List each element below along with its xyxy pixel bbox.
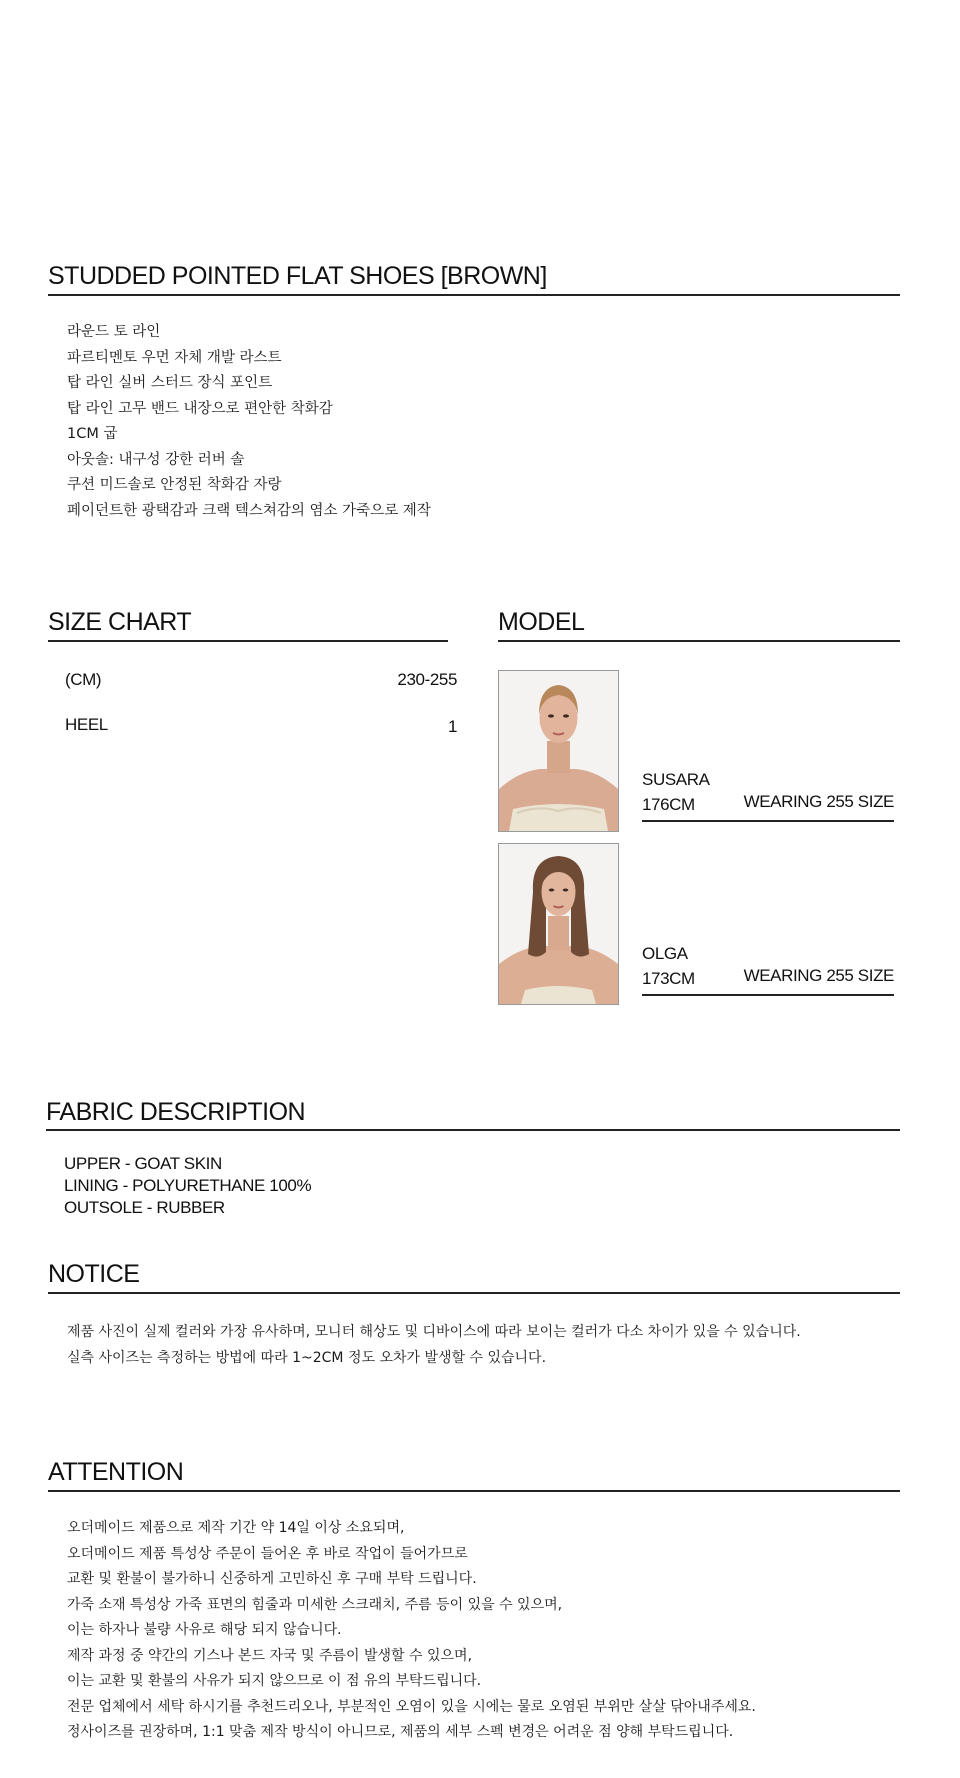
size-chart-divider xyxy=(48,640,448,642)
fabric-divider xyxy=(46,1129,900,1131)
feature-item: 쿠션 미드솔로 안정된 착화감 자랑 xyxy=(67,477,282,493)
size-row-cm xyxy=(65,670,457,690)
attention-line: 정사이즈를 권장하며, 1:1 맞춤 제작 방식이 아니므로, 제품의 세부 스펙 변경은 어려운 점 양해 부탁드립니다. xyxy=(67,1724,734,1740)
attention-line: 오더메이드 제품 특성상 주문이 들어온 후 바로 작업이 들어가므로 xyxy=(67,1545,468,1562)
model-info-susara xyxy=(642,770,894,822)
attention-line: 가죽 소재 특성상 가죽 표면의 힘줄과 미세한 스크래치, 주름 등이 있을 수 있으며, xyxy=(67,1596,563,1613)
fabric-heading: FABRIC DESCRIPTION xyxy=(46,1098,306,1126)
feature-item: 페이던트한 광택감과 크랙 텍스쳐감의 염소 가죽으로 제작 xyxy=(67,502,431,519)
feature-item: 탑 라인 고무 밴드 내장으로 편안한 착화감 xyxy=(67,400,333,417)
feature-item: 파르티멘토 우먼 자체 개발 라스트 xyxy=(67,349,282,366)
attention-line: 이는 하자나 불량 사유로 해당 되지 않습니다. xyxy=(67,1622,342,1638)
model-portrait-image xyxy=(499,671,618,831)
model-divider xyxy=(498,640,900,642)
model-height: 176CM xyxy=(642,795,695,814)
size-value: 1 xyxy=(447,717,457,736)
model-info-olga xyxy=(642,944,894,996)
fabric-item: OUTSOLE - RUBBER xyxy=(64,1198,225,1217)
feature-list xyxy=(67,320,431,524)
attention-line: 오더메이드 제품으로 제작 기간 약 14일 이상 소요되며, xyxy=(67,1520,405,1536)
feature-item: 탑 라인 실버 스터드 장식 포인트 xyxy=(67,375,273,391)
size-label: (CM) xyxy=(65,670,102,689)
notice-line: 실측 사이즈는 측정하는 방법에 따라 1~2CM 정도 오차가 발생할 수 있습니다. xyxy=(67,1349,547,1366)
attention-line: 제작 과정 중 약간의 기스나 본드 자국 및 주름이 발생할 수 있으며, xyxy=(67,1647,473,1664)
notice-text xyxy=(67,1320,801,1371)
model-height: 173CM xyxy=(642,969,695,988)
fabric-item: UPPER - GOAT SKIN xyxy=(64,1154,222,1173)
model-photo-susara xyxy=(498,670,619,832)
model-heading: MODEL xyxy=(498,608,585,636)
model-name: OLGA xyxy=(642,944,688,963)
model-name: SUSARA xyxy=(642,770,710,789)
model-wearing-size: WEARING 255 SIZE xyxy=(743,966,894,985)
model-photo-olga xyxy=(498,843,619,1005)
product-title: STUDDED POINTED FLAT SHOES [BROWN] xyxy=(48,262,547,290)
notice-heading: NOTICE xyxy=(48,1260,140,1288)
feature-item: 1CM 굽 xyxy=(67,426,118,442)
notice-divider xyxy=(48,1292,900,1294)
feature-item: 라운드 토 라인 xyxy=(67,324,161,340)
fabric-item: LINING - POLYURETHANE 100% xyxy=(64,1176,312,1195)
attention-line: 교환 및 환불이 불가하니 신중하게 고민하신 후 구매 부탁 드립니다. xyxy=(67,1571,477,1587)
attention-text xyxy=(67,1516,756,1746)
attention-divider xyxy=(48,1490,900,1492)
attention-heading: ATTENTION xyxy=(48,1458,184,1486)
title-divider xyxy=(48,294,900,296)
feature-item: 아웃솔: 내구성 강한 러버 솔 xyxy=(67,451,245,468)
notice-line: 제품 사진이 실제 컬러와 가장 유사하며, 모니터 해상도 및 디바이스에 따라 보이는 컬러가 다소 차이가 있을 수 있습니다. xyxy=(67,1324,801,1340)
size-chart-heading: SIZE CHART xyxy=(48,608,192,636)
attention-line: 전문 업체에서 세탁 하시기를 추천드리오나, 부분적인 오염이 있을 시에는 물로 오염된 부위만 살살 닦아내주세요. xyxy=(67,1698,756,1715)
model-portrait-image xyxy=(499,844,618,1004)
size-value: 230-255 xyxy=(397,670,457,689)
size-row-heel xyxy=(65,715,457,735)
fabric-list xyxy=(64,1153,311,1219)
size-label: HEEL xyxy=(65,715,108,734)
model-wearing-size: WEARING 255 SIZE xyxy=(743,792,894,811)
attention-line: 이는 교환 및 환불의 사유가 되지 않으므로 이 점 유의 부탁드립니다. xyxy=(67,1673,482,1689)
